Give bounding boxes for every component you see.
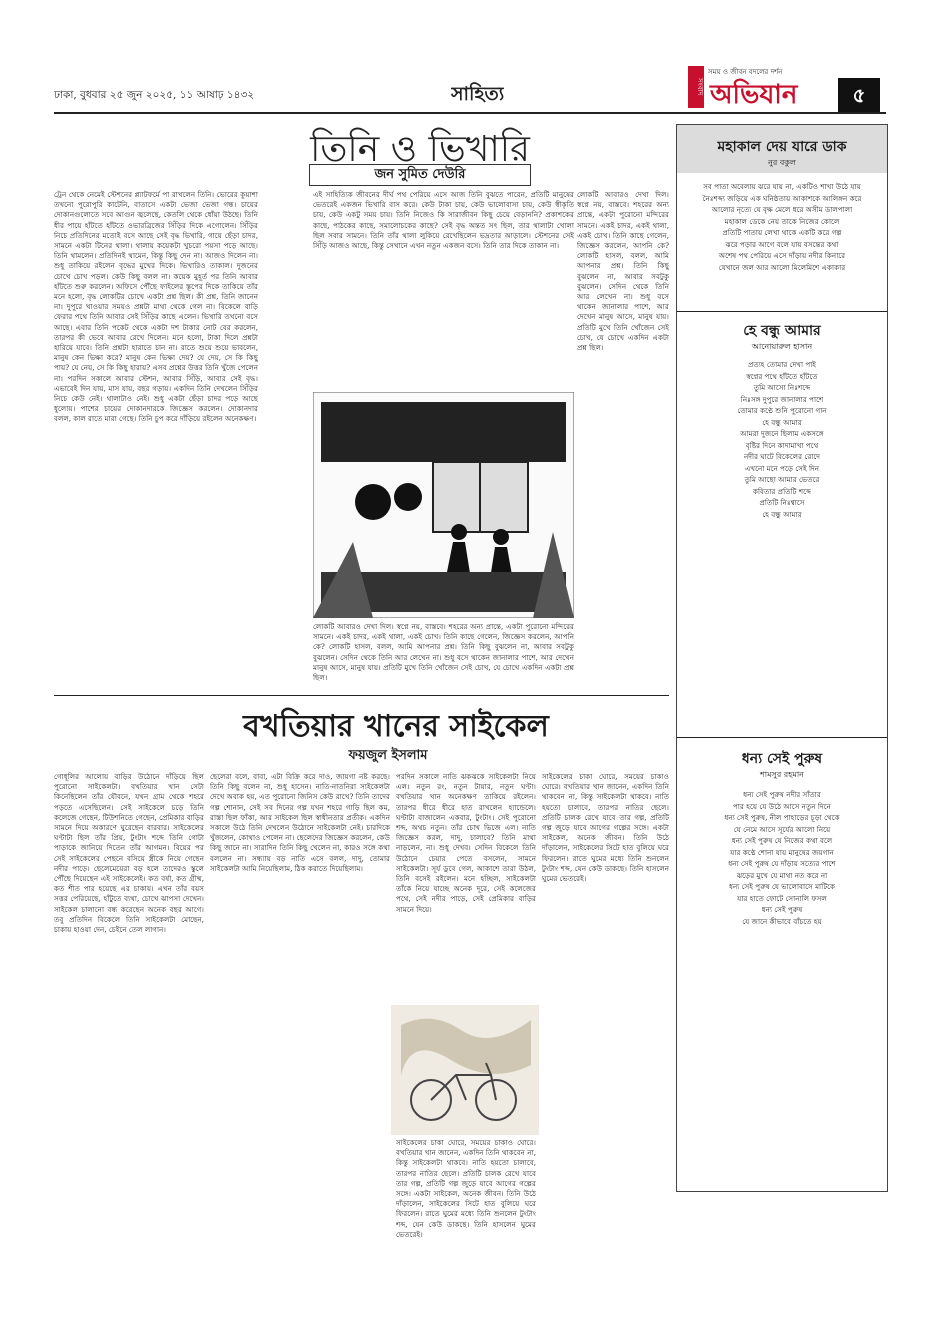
poem2-body: প্রত্যহ তোমার দেখা পাই স্বপ্নের পথে হাঁটতে হাঁটতে তুমি আসো নিঃশব্দে নিঃসঙ্গ দুপুরে জানালার পাশে তোমার কণ্ঠে শুনি পুরোনো গান হে বন্ধু আমার আমরা দুজনে ছিলাম একসঙ্গে বৃষ্টির দিনে কাদামাখা পথে নদীর ঘাটে বিকেলের রোদে এখনো মনে পড়ে সেই দিন তুমি আছো আমার ভেতরে কবিতার প্রতিটি শব্দে প্রতিটি নিঃশ্বাসে হে বন্ধু আমার xyxy=(737,360,827,519)
poem3-title: ধন্য সেই পুরুষ xyxy=(741,751,823,767)
issue-date: ঢাকা, বুধবার ২৫ জুন ২০২৫, ১১ আষাঢ় ১৪৩২ xyxy=(54,89,255,101)
story2-column-1: গোধূলির আলোয় বাড়ির উঠোনে দাঁড়িয়ে ছিল পুরোনো সাইকেলটা। বখতিয়ার খান সেটা কিনেছিলেন তাঁর যৌবনে, যখন গ্রাম থেকে শহরে পড়তে এসেছিলেন। সেই সাইকেলে চড়ে তিনি কলেজে গেছেন, টিউশনিতে গেছেন, প্রেমিকার বাড়ির সামনে দিয়ে অকারণে ঘুরেছেন বারবার। সাইকেলের ঘণ্টাটা ছিল তাঁর প্রিয়, টুংটাং শব্দে তিনি গোটা পাড়াকে জানিয়ে দিতেন তাঁর আগমন। বিয়ের পর সেই সাইকেলের পেছনে বসিয়ে স্ত্রীকে নিয়ে গেছেন নদীর পাড়ে। ছেলেমেয়েরা বড় হলে তাদেরও স্কুলে পৌঁছে দিয়েছেন এই সাইকেলেই। কত বর্ষা, কত গ্রীষ্ম, কত শীত পার হয়েছে এর চাকায়। এখন তাঁর বয়স সত্তর পেরিয়েছে, হাঁটুতে ব্যথা, চোখে ঝাপসা দেখেন। সাইকেল চালানো বন্ধ করেছেন অনেক বছর আগে। তবু প্রতিদিন বিকেলে তিনি সাইকেলটা মোছেন, চাকায় হাওয়া দেন, চেইনে তেল লাগান। xyxy=(54,772,204,935)
story1-column-1: ট্রেন থেকে নেমেই স্টেশনের প্ল্যাটফর্মে পা রাখলেন তিনি। ভোরের কুয়াশা তখনো পুরোপুরি কাটেনি, বাতাসে একটা ভেজা ভেজা গন্ধ। চায়ের দোকানগুলোতে সবে আগুন জ্বলেছে, কেতলি থেকে ধোঁয়া উঠছে। তিনি ধীর পায়ে হাঁটতে হাঁটতে ওভারব্রিজের সিঁড়ির দিকে এগোলেন। সিঁড়ির নিচে প্রতিদিনের মতোই বসে আছে সেই বৃদ্ধ ভিখারি, গায়ে ছেঁড়া চাদর, সামনে একটা টিনের থালা। থালায় কয়েকটা খুচরো পয়সা পড়ে আছে। তিনি থামলেন। প্রতিদিনই থামেন, কিন্তু কিছু দেন না। আজও দিলেন না। শুধু তাকিয়ে রইলেন বৃদ্ধের মুখের দিকে। ভিখারিও তাকাল। দুজনের চোখে চোখ পড়ল। কেউ কিছু বলল না। কয়েক মুহূর্ত পর তিনি আবার হাঁটতে শুরু করলেন। অফিসে পৌঁছে ফাইলের স্তূপের দিকে তাকিয়ে তাঁর মনে হলো, বৃদ্ধ লোকটির চোখে একটা প্রশ্ন ছিল। কী প্রশ্ন, তিনি জানেন না। দুপুরে খাওয়ার সময়ও প্রশ্নটা মাথা থেকে গেল না। বিকেলে বাড়ি ফেরার পথে তিনি আবার সেই সিঁড়ির কাছে এলেন। ভিখারি তখনো বসে আছে। এবার তিনি পকেট থেকে একটা দশ টাকার নোট বের করলেন, তারপর কী ভেবে আবার রেখে দিলেন। মনে হলো, টাকা দিলে প্রশ্নটা হারিয়ে যাবে। তিনি প্রশ্নটা হারাতে চান না। রাতে শুয়ে শুয়ে ভাবলেন, মানুষ কেন ভিক্ষা করে? মানুষ কেন ভিক্ষা দেয়? যে দেয়, সে কি কিছু পায়? যে নেয়, সে কি কিছু হারায়? এসব প্রশ্নের উত্তর তিনি খুঁজে পেলেন না। পরদিন সকালে আবার স্টেশন, আবার সিঁড়ি, আবার সেই বৃদ্ধ। এভাবেই দিন যায়, মাস যায়, বছর গড়ায়। একদিন তিনি দেখলেন সিঁড়ির নিচে কেউ নেই। থালাটাও নেই। শুধু একটা ছেঁড়া চাদর পড়ে আছে ধুলোয়। পাশের চায়ের দোকানদারকে জিজ্ঞেস করলেন। দোকানদার বলল, কাল রাতে মারা গেছে। তিনি চুপ করে দাঁড়িয়ে রইলেন অনেকক্ষণ। xyxy=(54,190,258,424)
poem3-body: ধন্য সেই পুরুষ নদীর সাঁতার পার হয়ে যে উঠে আসে নতুন দিনে ধন্য সেই পুরুষ, নীল পাহাড়ের চূড়া থেকে যে নেমে আসে সূর্যের আলো নিয়ে ধন্য সেই পুরুষ যে নিজের কথা বলে যার কণ্ঠে শোনা যায় মানুষের জয়গান ধন্য সেই পুরুষ যে দাঁড়ায় সত্যের পাশে ঝড়ের মুখে যে মাথা নত করে না ধন্য সেই পুরুষ যে ভালোবাসে মাটিকে যার হাতে ফোটে সোনালি ফসল ধন্য সেই পুরুষ যে জানে কীভাবে বাঁচতে হয় xyxy=(724,790,840,926)
story1-column-3: লোকটি আবারও দেখা দিল। স্বপ্নে নয়, বাস্তবে। শহরের অন্য প্রান্তে, একটা পুরোনো মন্দিরের সামনে। একই চাদর, একই থালা, একই চোখ। তিনি কাছে গেলেন, জিজ্ঞেস করলেন, আপনি কে? লোকটি হাসল, বলল, আমি আপনার প্রশ্ন। তিনি কিছু বুঝলেন না, আবার সবটুকু বুঝলেন। সেদিন থেকে তিনি আর লেখেন না। শুধু বসে থাকেন জানালার পাশে, আর দেখেন মানুষ আসে, মানুষ যায়। প্রতিটি মুখে তিনি খোঁজেন সেই চোখ, যে চোখে একদিন একটা প্রশ্ন ছিল। xyxy=(577,190,669,353)
poetry-sidebar xyxy=(676,124,888,1192)
poem2-title: হে বন্ধু আমার xyxy=(743,323,821,339)
story1-illustration xyxy=(313,392,574,618)
story1-column-3a: লোকটি আবারও দেখা দিল। স্বপ্নে নয়, বাস্তবে। শহরের অন্য প্রান্তে, একটা পুরোনো মন্দিরের সামনে। একই চাদর, একই থালা, একই চোখ। তিনি কাছে গেলেন, জিজ্ঞেস করলেন, আপনি কে? লোকটি হাসল, বলল, আমি আপনার প্রশ্ন। তিনি কিছু বুঝলেন না, আবার সবটুকু বুঝলেন। সেদিন থেকে তিনি আর লেখেন না। শুধু বসে থাকেন জানালার পাশে, আর দেখেন মানুষ আসে, মানুষ যায়। প্রতিটি মুখে তিনি খোঁজেন সেই চোখ, যে চোখে একদিন একটা প্রশ্ন ছিল। xyxy=(313,622,574,683)
poem2-author: আনোয়ারুল হাসান xyxy=(751,342,813,351)
story2-column-2: ছেলেরা বলে, বাবা, এটা বিক্রি করে দাও, জায়গা নষ্ট করছে। তিনি কিছু বলেন না, শুধু হাসেন। নাতি-নাতনিরা সাইকেলটা দেখে অবাক হয়, এত পুরোনো জিনিস কেউ রাখে? তিনি তাদের গল্প শোনান, সেই সব দিনের গল্প যখন শহরে গাড়ি ছিল কম, রাস্তা ছিল ফাঁকা, আর সাইকেল ছিল স্বাধীনতার প্রতীক। একদিন সকালে উঠে তিনি দেখলেন উঠোনে সাইকেলটা নেই। চারদিকে খুঁজলেন, কোথাও পেলেন না। ছেলেদের জিজ্ঞেস করলেন, কেউ কিছু জানে না। সারাদিন তিনি কিছু খেলেন না, কারও সঙ্গে কথা বললেন না। সন্ধ্যায় বড় নাতি এসে বলল, দাদু, তোমার সাইকেলটা আমি নিয়েছিলাম, ঠিক করাতে দিয়েছিলাম। xyxy=(210,772,390,873)
logo-tagline: সময় ও জীবন বদলের দর্শন xyxy=(708,68,783,76)
header-rule xyxy=(54,112,886,114)
story-divider xyxy=(54,695,669,696)
story2-illustration xyxy=(391,1005,539,1135)
poem1-body: সব পাতা অবেলায় ঝরে যায় না, একটিও শাখা উঠে যায় নৈঃশব্দ্য জড়িয়ে এক ঘনিষ্ঠতায় আকাশকে আলিঙ্গন করে আলোর নৃত্যে যে বৃক্ষ মেলে ধরে অসীম ডালপালা মহাকাল ডেকে নেয় তাকে নিজের কোলে প্রতিটি পাতায় লেখা থাকে একটি করে গল্প ঝরে পড়ার আগে বলে যায় বসন্তের কথা অশেষ পথ পেরিয়ে এসে দাঁড়ায় নদীর কিনারে যেখানে জল আর আলো মিলেমিশে একাকার xyxy=(702,182,862,272)
logo-name: অভিযান xyxy=(710,80,798,110)
story1-title: তিনি ও ভিখারি xyxy=(310,129,530,170)
page-number: ৫ xyxy=(838,78,880,112)
logo-side-tag: সংবাদ xyxy=(688,66,704,108)
masthead-logo xyxy=(688,66,838,108)
poem1-title: মহাকাল দেয় যারে ডাক xyxy=(717,139,847,155)
story2-byline: ফয়জুল ইসলাম xyxy=(348,748,428,763)
section-title: সাহিত্য xyxy=(451,83,505,105)
story2-column-4: সাইকেলের চাকা ঘোরে, সময়ের চাকাও ঘোরে। বখতিয়ার খান জানেন, একদিন তিনি থাকবেন না, কিন্তু সাইকেলটা থাকবে। নাতি হয়তো চালাবে, তারপর নাতির ছেলে। প্রতিটি চালক রেখে যাবে তার গল্প, প্রতিটি গল্প জুড়ে যাবে আগের গল্পের সঙ্গে। একটা সাইকেল, অনেক জীবন। তিনি উঠে দাঁড়ালেন, সাইকেলের সিটে হাত বুলিয়ে ঘরে ফিরলেন। রাতে ঘুমের মধ্যে তিনি শুনলেন টুংটাং শব্দ, যেন কেউ ডাকছে। তিনি হাসলেন ঘুমের ভেতরেই। xyxy=(542,772,669,884)
story2-column-3b: সাইকেলের চাকা ঘোরে, সময়ের চাকাও ঘোরে। বখতিয়ার খান জানেন, একদিন তিনি থাকবেন না, কিন্তু সাইকেলটা থাকবে। নাতি হয়তো চালাবে, তারপর নাতির ছেলে। প্রতিটি চালক রেখে যাবে তার গল্প, প্রতিটি গল্প জুড়ে যাবে আগের গল্পের সঙ্গে। একটা সাইকেল, অনেক জীবন। তিনি উঠে দাঁড়ালেন, সাইকেলের সিটে হাত বুলিয়ে ঘরে ফিরলেন। রাতে ঘুমের মধ্যে তিনি শুনলেন টুংটাং শব্দ, যেন কেউ ডাকছে। তিনি হাসলেন ঘুমের ভেতরেই। xyxy=(396,1138,536,1239)
story1-byline: জন সুমিত দেউরি xyxy=(309,164,531,186)
poem1-author: নুর বকুল xyxy=(768,158,796,167)
story2-column-3: পরদিন সকালে নাতি ঝকঝকে সাইকেলটা নিয়ে এল। নতুন রং, নতুন টায়ার, নতুন ঘণ্টা। বখতিয়ার খান অনেকক্ষণ তাকিয়ে রইলেন। তারপর ধীরে ধীরে হাত রাখলেন হ্যান্ডেলে। ঘণ্টাটা বাজালেন একবার, টুংটাং। সেই পুরোনো শব্দ, অথচ নতুন। তাঁর চোখ ভিজে এল। নাতি জিজ্ঞেস করল, দাদু, চালাবে? তিনি মাথা নাড়লেন, না। শুধু দেখব। সেদিন বিকেলে তিনি উঠোনে চেয়ার পেতে বসলেন, সামনে সাইকেলটা। সূর্য ডুবে গেল, আকাশে তারা উঠল, তিনি বসেই রইলেন। মনে হচ্ছিল, সাইকেলটা তাঁকে নিয়ে যাচ্ছে অনেক দূরে, সেই কলেজের পথে, সেই নদীর পাড়ে, সেই প্রেমিকার বাড়ির সামনে দিয়ে। xyxy=(396,772,536,914)
story2-title: বখতিয়ার খানের সাইকেল xyxy=(243,709,549,744)
poem3-author: শামসুর রহমান xyxy=(760,770,804,779)
story1-column-2: এই সাহিত্যিক জীবনের দীর্ঘ পথ পেরিয়ে এসে আজ তিনি বুঝতে পারেন, প্রতিটি মানুষের ভেতরেই একজন ভিখারি বাস করে। কেউ টাকা চায়, কেউ ভালোবাসা চায়, কেউ স্বীকৃতি চায়, কেউ একটু সময় চায়। তিনি নিজেও কি সারাজীবন কিছু চেয়ে বেড়াননি? প্রকাশকের কাছে, পাঠকের কাছে, সমালোচকের কাছে? সেই বৃদ্ধ অন্তত সৎ ছিল, তার থালাটা খোলা ছিল সবার সামনে। তিনি তাঁর থালা লুকিয়ে রেখেছিলেন ভদ্রতার আড়ালে। স্টেশনের সেই সিঁড়ি আজও আছে, কিন্তু সেখানে এখন নতুন একজন বসে। তিনি তার দিকে তাকান না। xyxy=(313,190,574,251)
